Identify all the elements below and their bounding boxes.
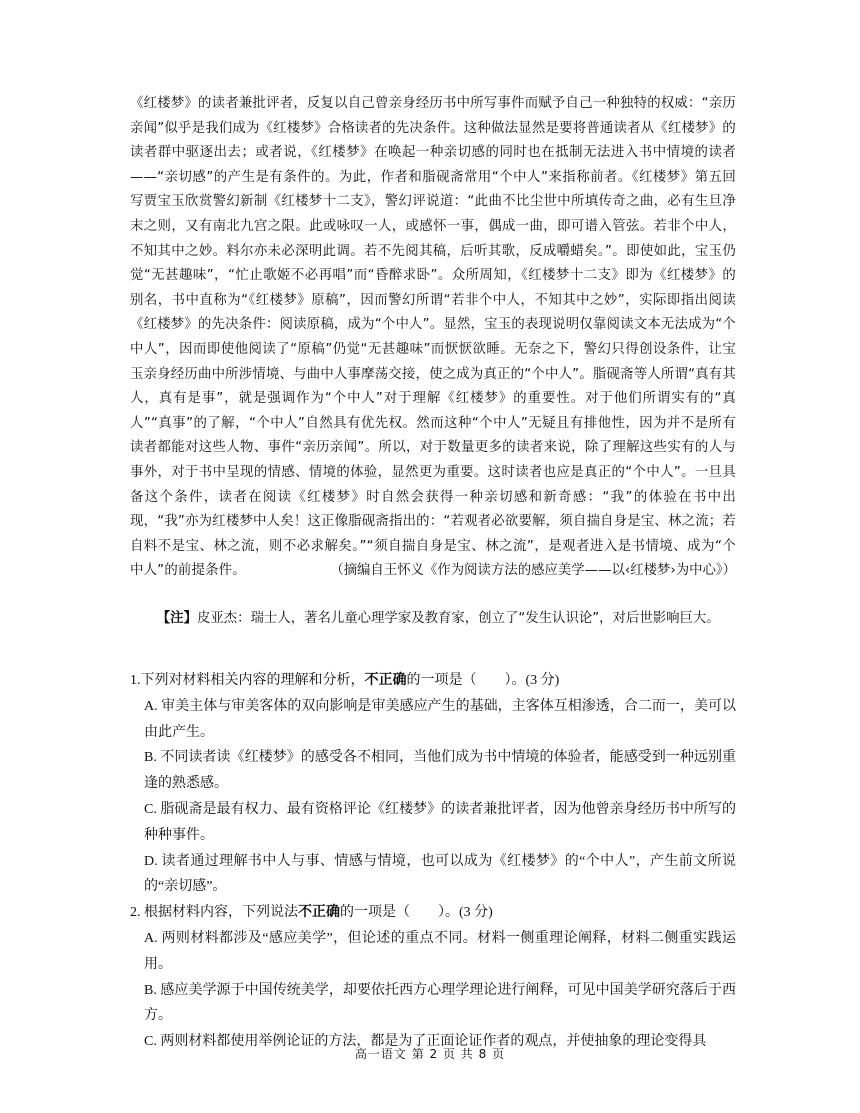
reading-passage [130, 92, 736, 584]
stem-prefix: 1.下列对材料相关内容的理解和分析， [130, 673, 365, 688]
note-tag: 【注】 [156, 611, 197, 626]
option-b: B. 不同读者读《红楼梦》的感受各不相同，当他们成为书中情境的体验者，能感受到一种远别重逢的熟悉感。 [144, 750, 736, 792]
option-d: D. 读者通过理解书中人与事、情感与情境，也可以成为《红楼梦》的“个中人”，产生前文所说的“亲切感”。 [144, 853, 736, 895]
option-a: A. 审美主体与审美客体的双向影响是审美感应产生的基础，主客体互相渗透，合二而一，美可以由此产生。 [144, 698, 736, 740]
note-text: 皮亚杰：瑞士人，著名儿童心理学家及教育家，创立了“发生认识论”，对后世影响巨大。 [196, 611, 720, 626]
question-2 [130, 900, 736, 1055]
option-c: C. 脂砚斋是最有权力、最有资格评论《红楼梦》的读者兼批评者，因为他曾亲身经历书中所写的种种事件。 [144, 801, 736, 843]
question-1 [130, 668, 736, 900]
stem-emphasis: 不正确 [364, 673, 407, 688]
passage-paragraph: 《红楼梦》的读者兼批评者，反复以自己曾亲身经历书中所写事件而赋予自己一种独特的权威：“亲历亲闻”似乎是我们成为《红楼梦》合格读者的先决条件。这种做法显然是要将普通读者从《红楼梦》的读者群中驱逐出去；或者说，《红楼梦》在唤起一种亲切感的同时也在抵制无法进入书中情境的读者——“亲切感”的产生是有条件的。为此，作者和脂砚斋常用“个中人”来指称前者。《红楼梦》第五回写贾宝玉欣赏警幻新制《红楼梦十二支》，警幻评说道：“此曲不比尘世中所填传奇之曲，必有生旦净末之则，又有南北九宫之限。此或咏叹一人，或感怀一事，偶成一曲，即可谱入管弦。若非个中人，不知其中之妙。料尔亦未必深明此调。若不先阅其稿，后听其歌，反成嚼蜡矣。”。即使如此，宝玉仍觉“无甚趣味”，“忙止歌姬不必再唱”而“昏醉求卧”。众所周知，《红楼梦十二支》即为《红楼梦》的别名，书中直称为“《红楼梦》原稿”，因而警幻所谓“若非个中人，不知其中之妙”，实际即指出阅读《红楼梦》的先决条件：阅读原稿，成为“个中人”。显然，宝玉的表现说明仅靠阅读文本无法成为“个中人”，因而即使他阅读了“原稿”仍觉“无甚趣味”而恹恹欲睡。无奈之下，警幻只得创设条件，让宝玉亲身经历曲中所涉情境、与曲中人事摩荡交接，使之成为真正的“个中人”。脂砚斋等人所谓“真有其人，真有是事”，就是强调作为“个中人”对于理解《红楼梦》的重要性。对于他们所谓实有的“真人”“真事”的了解，“个中人”自然具有优先权。然而这种“个中人”无疑且有排他性，因为并不是所有读者都能对这些人物、事件“亲历亲闻”。所以，对于数量更多的读者来说，除了理解这些实有的人与事外，对于书中呈现的情感、情境的体验，显然更为重要。这时读者也应是真正的“个中人”。一旦具备这个条件，读者在阅读《红楼梦》时自然会获得一种亲切感和新奇感：“我”的体验在书中出现，“我”亦为红楼梦中人矣！这正像脂砚斋指出的：“若观者必欲要解，须自揣自身是宝、林之流；若自料不是宝、林之流，则不必求解矣。”“须自揣自身是宝、林之流”，是观者进入是书情境、成为“个中人”的前提条件。 [130, 96, 736, 579]
stem-suffix: 的一项是（ ）。(3 分) [340, 905, 493, 921]
question-stem [130, 668, 736, 694]
passage-source: （摘编自王怀义《作为阅读方法的感应美学——以‹红楼梦›为中心》） [330, 563, 736, 578]
option-a: A. 两则材料都涉及“感应美学”，但论述的重点不同。材料一侧重理论阐释，材料二侧重实践运用。 [144, 930, 736, 972]
page-footer: 高一语文 第 2 页 共 8 页 [354, 1047, 506, 1061]
stem-prefix: 2. 根据材料内容，下列说法 [130, 905, 298, 921]
annotation-note [130, 606, 736, 632]
stem-emphasis: 不正确 [298, 905, 340, 921]
option-b: B. 感应美学源于中国传统美学，却要依托西方心理学理论进行阐释，可见中国美学研究落后于西方。 [144, 982, 736, 1024]
question-stem [130, 900, 736, 926]
stem-suffix: 的一项是（ ）。(3 分) [406, 673, 560, 688]
question-list [130, 668, 736, 1055]
option-c: C. 两则材料都使用举例论证的方法，都是为了正面论证作者的观点，并使抽象的理论变得具 [144, 1034, 707, 1050]
